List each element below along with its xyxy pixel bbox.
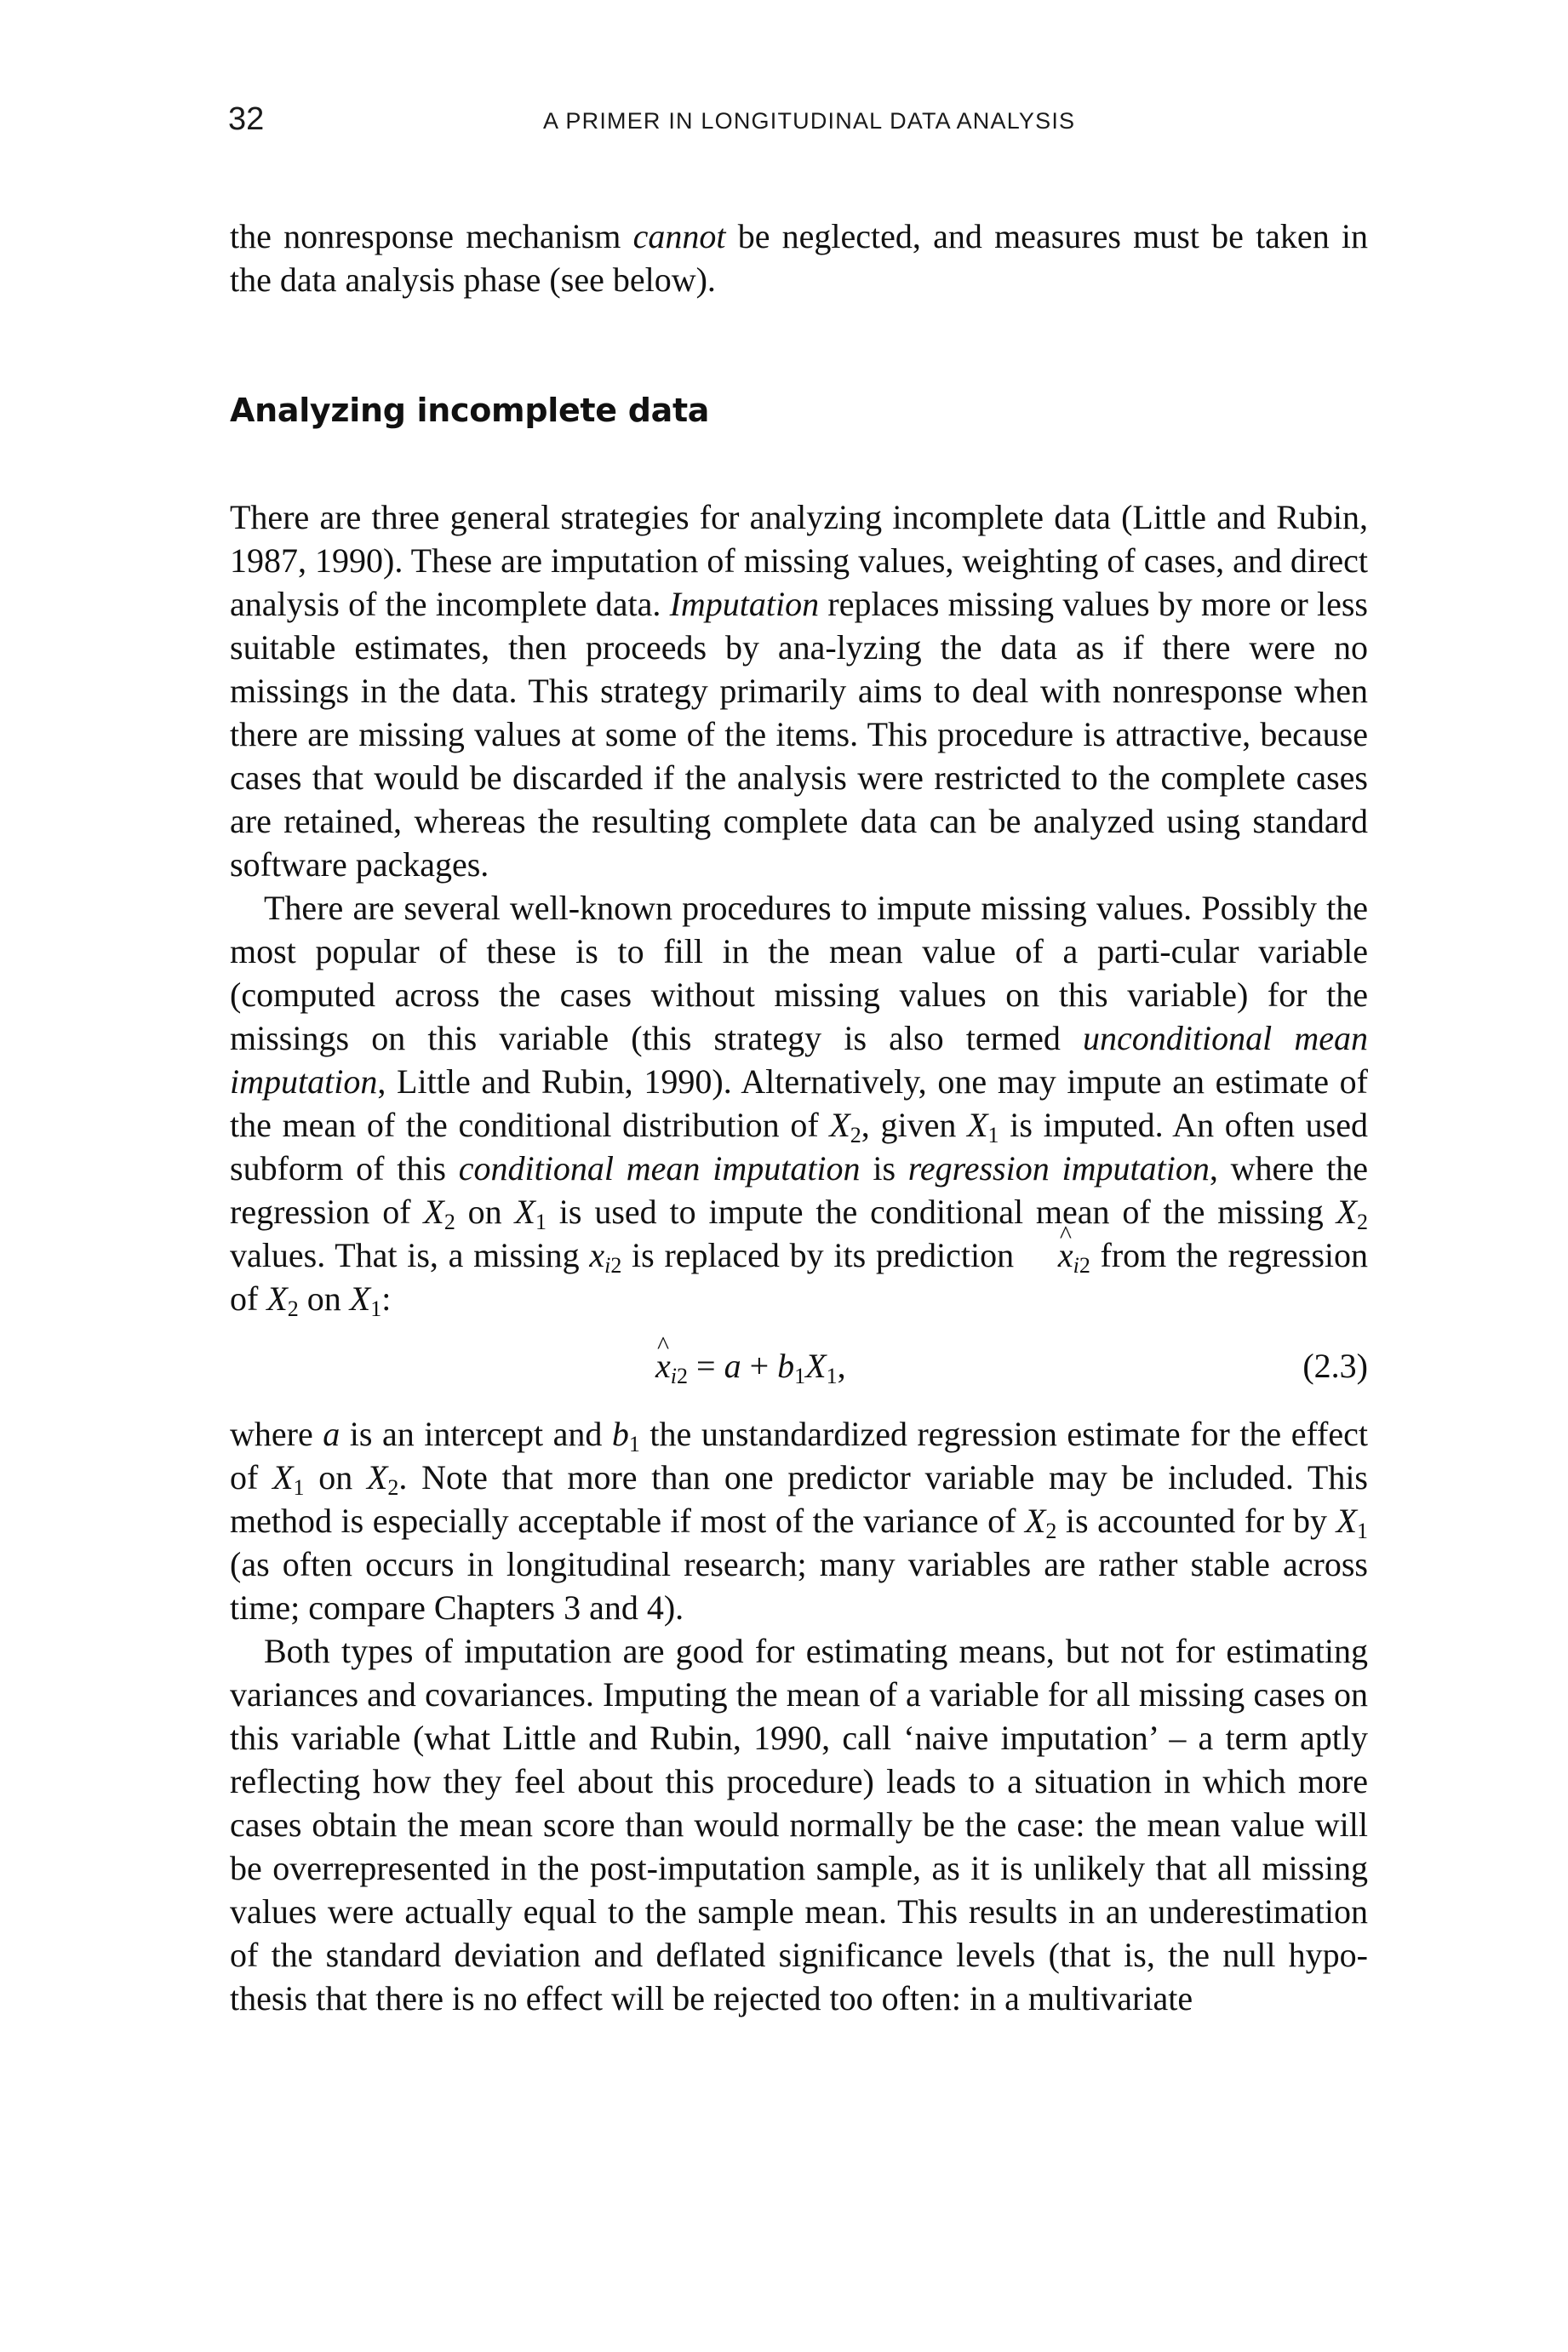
emphasis: regression imputation bbox=[907, 1149, 1210, 1187]
emphasis: imputation bbox=[712, 1149, 861, 1187]
equation bbox=[230, 1337, 1368, 1393]
section-heading: Analyzing incomplete data bbox=[230, 392, 710, 429]
paragraph: Both types of imputation are good for estimating means, but not for estimating variances and covariances. Imputing the mean of a variable for all missing cases on this variable (what Little and Rubin, 1990, call ‘naive imputation’ – a term aptly reflecting how they feel about this procedure) leads to a situation in which more cases obtain the mean score than would normally be the case: the mean value will be overrepresented in the post-imputation sample, as it is unlikely that all missing values were actually equal to the sample mean. This results in an underestimation of the standard deviation and deflated significance levels (that is, the null hypo-thesis that there is no effect will be rejected too often: in a multivariate bbox=[230, 1632, 1368, 2017]
page-header bbox=[228, 100, 1369, 138]
paragraph: There are three general strategies for analyzing incomplete data (Little and Rubin, 1987, 1990). These are imputation of missing values, weighting of cases, and direct analysis of the incomplete data. Imputation replaces missing values by more or less suitable estimates, then proceeds by ana-lyzing the data as if there were no missings in the data. This strategy primarily aims to deal with nonresponse when there are missing values at some of the items. This procedure is attractive, because cases that would be discarded if the analysis were restricted to the complete cases are retained, whereas the resulting complete data can be analyzed using standard software packages. bbox=[230, 498, 1369, 884]
equation-body: x $\^{}_{i2} = a + b_1X_1$, bbox=[655, 1344, 846, 1388]
emphasis: Imputation bbox=[669, 585, 820, 623]
paragraph: the nonresponse mechanism cannot be neglected, and measures must be taken in the data analysis phase (see below). bbox=[230, 217, 1369, 299]
main-text bbox=[230, 215, 1368, 2020]
emphasis: unconditional mean imputation bbox=[230, 1019, 1368, 1101]
running-head: A PRIMER IN LONGITUDINAL DATA ANALYSIS bbox=[543, 108, 1076, 134]
equation-number: (2.3) bbox=[1302, 1347, 1368, 1385]
paragraph: where a is an intercept and $b_1$ the unstandardized regression estimate for the effect of $X_1$ on $X_2$. Note that more than one predictor variable may be included. This method is especially acceptable if most of the variance of $X_2$ is accounted for by $X_1$ (as often occurs in longitudinal research; many variables are rather stable across time; compare Chapters 3 and 4). bbox=[230, 1415, 1368, 1627]
emphasis: cannot bbox=[632, 217, 726, 255]
paragraph: There are several well-known procedures to impute missing values. Possibly the most popular of these is to fill in the mean value of a parti-cular variable (computed across the cases without missing values on this variable) for the missings on this variable (this strategy is also termed unconditional mean imputation, Little and Rubin, 1990). Alternatively, one may impute an estimate of the mean of the conditional distribution of $X_2$, given $X_1$ is imputed. An often used subform of this conditional mean imputation is regression imputation, where the regression of $X_2$ on $X_1$ is used to impute the conditional mean of the missing $X_2$ values. That is, a missing $x_{i2}$ is replaced by its prediction x $\^{}_{i2}$ from the regression of $X_2$ on $X_1$: bbox=[230, 886, 1368, 1320]
emphasis: conditional mean bbox=[458, 1149, 701, 1187]
page-number: 32 bbox=[228, 101, 265, 137]
